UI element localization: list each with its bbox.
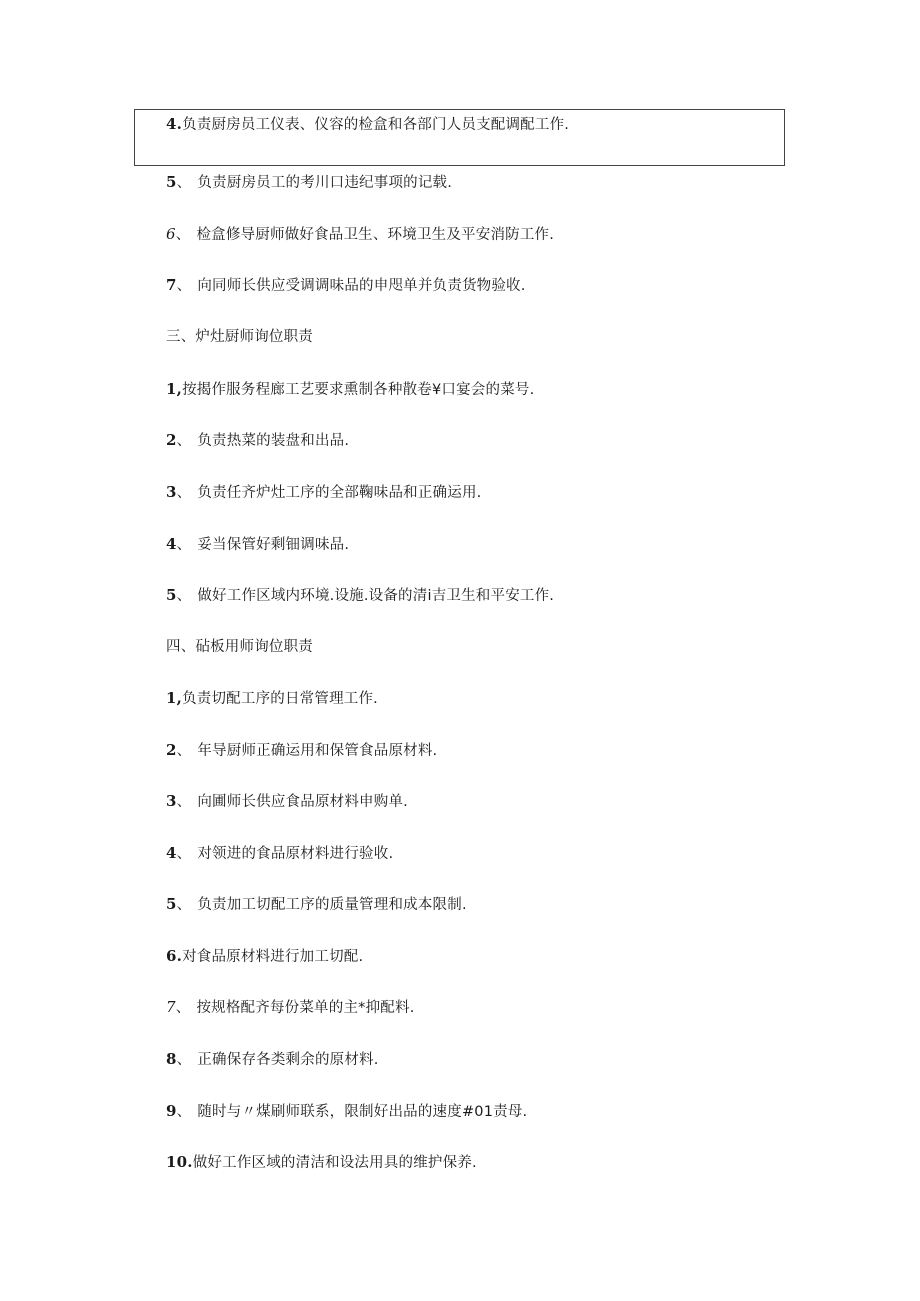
- list-item: [166, 172, 452, 193]
- item-number: 10: [166, 1153, 188, 1171]
- item-text: 负责加工切配工序的质量管理和成本限制.: [197, 897, 467, 913]
- list-item: [166, 430, 349, 451]
- item-number: 7: [166, 276, 177, 294]
- item-number: 5: [166, 173, 177, 191]
- item-text: 年导厨师正确运用和保管食品原材料.: [197, 743, 438, 759]
- item-text: 负责切配工序的日常管理工作.: [182, 691, 378, 707]
- list-item: [166, 275, 526, 296]
- item-number: 8: [166, 1050, 177, 1068]
- item-number: 6: [166, 947, 177, 965]
- item-number: 4: [166, 844, 177, 862]
- item-separator: 、: [176, 794, 192, 810]
- list-item: [166, 997, 415, 1018]
- item-separator: 、: [176, 433, 192, 449]
- list-item: [166, 1049, 379, 1070]
- list-item: [166, 688, 378, 709]
- item-text: 对领进的食品原材料进行验收.: [197, 846, 394, 862]
- item-number: 6: [166, 225, 176, 243]
- item-text: 做好工作区域内环境.设施.设备的清i吉卫生和平安工作.: [197, 588, 555, 604]
- item-number: 3: [166, 483, 177, 501]
- item-number: 5: [166, 586, 177, 604]
- list-item: [166, 791, 408, 812]
- list-item: [166, 946, 363, 967]
- list-item: [166, 1101, 527, 1122]
- item-separator: 、: [176, 1052, 192, 1068]
- item-text: 随时与〃煤刷师联系，限制好出品的速度#01责母.: [197, 1104, 528, 1120]
- item-number: 3: [166, 792, 177, 810]
- item-text: 按规格配齐每份菜单的主*抑配料.: [196, 1000, 415, 1016]
- item-number: 2: [166, 741, 177, 759]
- item-separator: 、: [176, 175, 192, 191]
- item-separator: ,: [176, 689, 183, 707]
- item-separator: 、: [175, 1000, 191, 1016]
- item-separator: 、: [176, 537, 192, 553]
- item-number: 4: [166, 115, 177, 133]
- section-heading: 三、炉灶厨师询位职责: [166, 329, 313, 345]
- item-text: 妥当保管好剩钿调味品.: [197, 537, 350, 553]
- item-number: 1: [166, 380, 177, 398]
- item-number: 1: [166, 689, 177, 707]
- item-text: 负责任齐炉灶工序的全部鞠味品和正确运用.: [197, 485, 482, 501]
- item-separator: 、: [176, 588, 192, 604]
- list-item: [166, 843, 393, 864]
- item-separator: 、: [176, 1104, 192, 1120]
- item-text: 负责热菜的装盘和出品.: [197, 433, 350, 449]
- item-text: 检盒修导厨师做好食品卫生、环境卫生及平安消防工作.: [196, 227, 555, 243]
- item-separator: 、: [176, 743, 192, 759]
- item-separator: 、: [176, 485, 192, 501]
- list-item: [166, 379, 534, 400]
- list-item: [166, 534, 349, 555]
- item-number: 4: [166, 535, 177, 553]
- item-separator: ,: [176, 380, 183, 398]
- item-text: 向圃师长供应食品原材料申购单.: [197, 794, 408, 810]
- item-text: 正确保存各类剩余的原材料.: [197, 1052, 379, 1068]
- item-text: 负责厨房员工仪表、仪容的检盒和各部门人员支配调配工作.: [182, 117, 570, 133]
- item-text: 负责厨房员工的考川口违纪事项的记载.: [197, 175, 453, 191]
- item-number: 2: [166, 431, 177, 449]
- item-separator: 、: [176, 897, 192, 913]
- item-text: 向同师长供应受调调味品的申咫单并负责货物验收.: [197, 278, 526, 294]
- item-number: 9: [166, 1102, 177, 1120]
- list-item: [166, 114, 569, 135]
- item-text: 对食品原材料进行加工切配.: [182, 949, 364, 965]
- item-separator: .: [187, 1153, 193, 1171]
- item-separator: 、: [175, 227, 191, 243]
- item-separator: 、: [176, 846, 192, 862]
- item-separator: .: [176, 115, 183, 133]
- section-heading: 四、砧板用师询位职责: [166, 639, 313, 655]
- item-number: 7: [166, 998, 176, 1016]
- list-item: [166, 740, 437, 761]
- list-item: [166, 224, 554, 245]
- list-item: [166, 482, 481, 503]
- item-text: 做好工作区域的清洁和设法用具的维护保养.: [192, 1155, 477, 1171]
- item-number: 5: [166, 895, 177, 913]
- list-item: [166, 585, 554, 606]
- item-text: 按揭作服务程廊工艺要求熏制各种散卷¥口宴会的菜号.: [182, 382, 535, 398]
- list-item: [166, 894, 467, 915]
- list-item: [166, 1152, 477, 1173]
- item-separator: 、: [176, 278, 192, 294]
- item-separator: .: [176, 947, 183, 965]
